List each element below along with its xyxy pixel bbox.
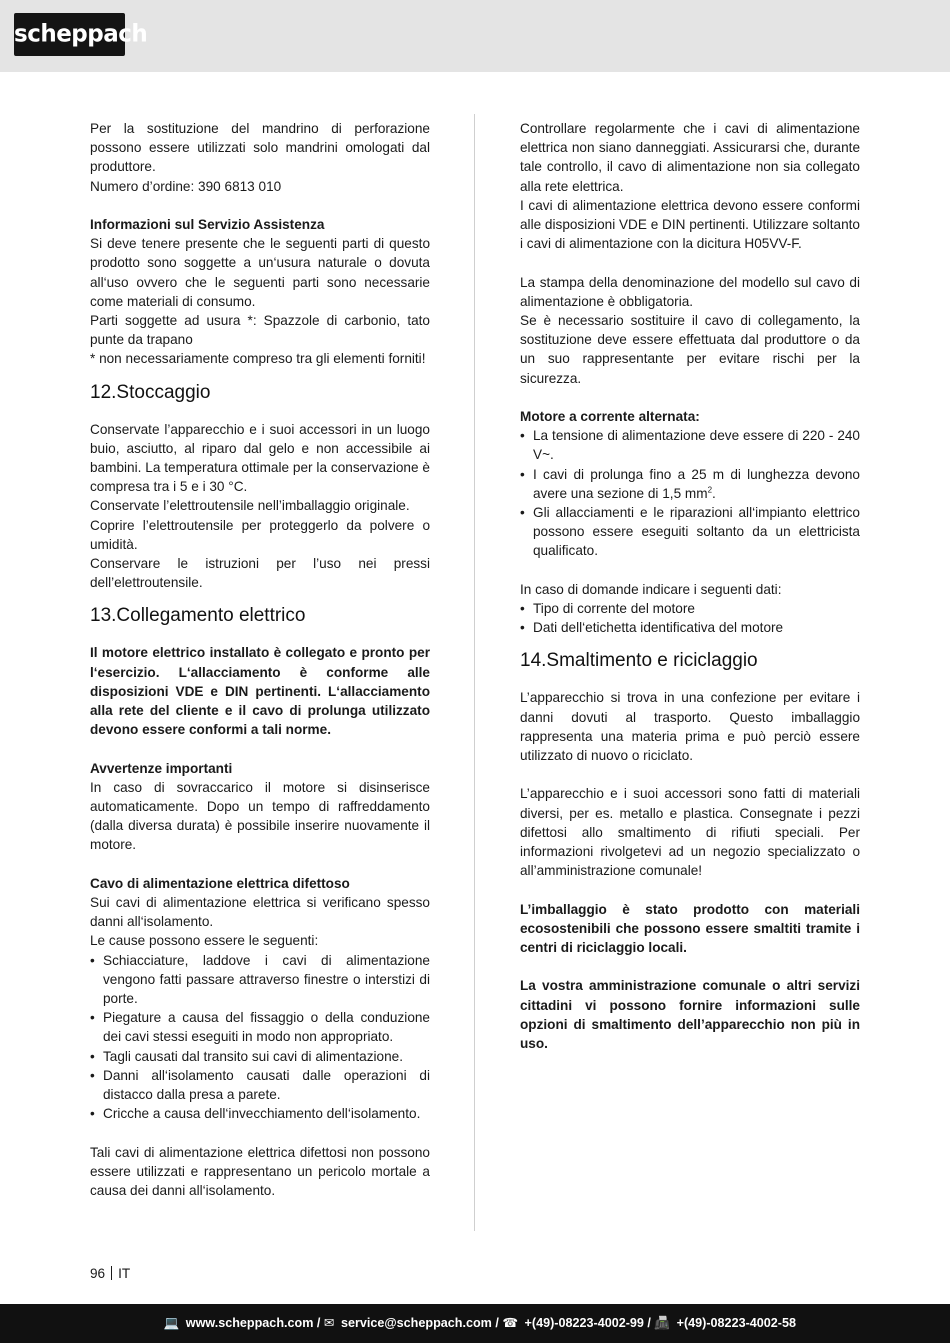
warnings-heading: Avvertenze importanti [90,760,233,776]
questions-list [520,599,860,637]
order-number: Numero d’ordine: 390 6813 010 [90,178,282,194]
footer-email[interactable]: service@scheppach.com / [340,1316,499,1330]
scheppach-logo: scheppach [14,13,125,56]
section-13-heading [90,604,430,628]
header-bar [0,0,950,72]
disposal-bold-1: L’imballaggio è stato prodotto con materiali ecosostenibili che possono essere smaltiti tramite i centri di riciclaggio locali. [520,901,860,956]
section-12-number: 12. [90,381,117,403]
list-item: • Piegature a causa del fissaggio o della conduzione dei cavi stessi eseguiti in modo non appropriato. [90,1010,430,1045]
list-item: • Tagli causati dal transito sui cavi di alimentazione. [90,1048,403,1064]
right-column [520,119,860,1053]
check-paragraph: Controllare regolarmente che i cavi di alimentazione elettrica non siano danneggiati. Assicurarsi che, durante tale controllo, il cavo di alimentazione non sia collegato alla rete elettrica. [520,121,860,194]
disposal-paragraph-1: L’apparecchio si trova in una confezione per evitare i danni dovuti al trasporto. Questo imballaggio rappresenta una materia prima e può perciò essere utilizzato di nuovo o riciclato. [520,690,860,764]
disposal-bold-2: La vostra amministrazione comunale o altri servizi cittadini vi possono fornire informazioni sulle opzioni di smaltimento dell’apparecchio non più in uso. [520,978,860,1052]
storage-manual: Conservare le istruzioni per l’uso nei pressi dell’elettroutensile. [90,556,430,591]
computer-icon: 💻 [163,1316,180,1330]
cable-causes: Le cause possono essere le seguenti: [90,933,319,949]
storage-cover: Coprire l’elettroutensile per proteggerlo da polvere o umidità. [90,517,430,552]
wear-parts-note: * non necessariamente compreso tra gli elementi forniti! [90,351,426,367]
ac-motor-list [520,426,860,560]
cable-closing: Tali cavi di alimentazione elettrica difettosi non possono essere utilizzati e rappresentano un pericolo mortale a causa dei danni all‘isolamento. [90,1144,430,1199]
footer-phone: +(49)-08223-4002-99 / [524,1316,651,1330]
footer-fax: +(49)-08223-4002-58 [676,1316,796,1330]
fax-icon: 📠 [654,1316,671,1330]
storage-paragraph: Conservate l’apparecchio e i suoi accessori in un luogo buio, asciutto, al riparo dal gelo e non accessibile ai bambini. La temperatura ottimale per la conservazione è compresa tra i 5 e i 30 °C. [90,421,430,495]
section-14-heading [520,649,860,673]
section-14-number: 14. [520,650,547,672]
cable-paragraph: Sui cavi di alimentazione elettrica si verificano spesso danni all‘isolamento. [90,895,430,930]
cable-standard-paragraph: I cavi di alimentazione elettrica devono essere conformi alle disposizioni VDE e DIN pertinenti. Utilizzare soltanto i cavi di alimentazione con la dicitura H05VV-F. [520,197,860,252]
section-13-number: 13. [90,605,117,627]
wear-parts: Parti soggette ad usura *: Spazzole di carbonio, tato punte da trapano [90,313,430,348]
column-divider [474,114,475,1231]
section-13-title: Collegamento elettrico [116,605,306,627]
page-number: 96 IT [90,1266,131,1281]
list-item: • Cricche a causa dell‘invecchiamento dell‘isolamento. [90,1106,421,1122]
cable-bullet-list [90,951,430,1124]
ac-motor-heading: Motore a corrente alternata: [520,409,700,425]
left-column [90,119,430,1200]
intro-paragraph: Per la sostituzione del mandrino di perforazione possono essere utilizzati solo mandrini omologati dal produttore. [90,121,430,175]
section-12-title: Stoccaggio [116,381,211,403]
model-print-paragraph: La stampa della denominazione del modello sul cavo di alimentazione è obbligatoria. [520,274,860,309]
section-12-heading [90,381,430,405]
section-14-title: Smaltimento e riciclaggio [546,650,758,672]
replacement-paragraph: Se è necessario sostituire il cavo di collegamento, la sostituzione deve essere effettuata dal produttore o da un suo rappresentante per evitare rischi per la sicurezza. [520,313,860,386]
list-item: • Schiacciature, laddove i cavi di alimentazione vengono fatti passare attraverso finestre o interstizi di porte. [90,952,430,1007]
storage-packaging: Conservate l’elettroutensile nell’imballaggio originale. [90,498,410,514]
warnings-paragraph: In caso di sovraccarico il motore si disinserisce automaticamente. Dopo un tempo di raffreddamento (dalla diversa durata) è possibile inserire nuovamente il motore. [90,779,430,853]
mail-icon: ✉ [323,1316,335,1330]
footer-website[interactable]: www.scheppach.com / [185,1316,321,1330]
service-paragraph: Si deve tenere presente che le seguenti parti di questo prodotto sono soggette a un‘usura naturale o dovuta all‘uso ovvero che le seguenti parti sono necessarie come materiali di consumo. [90,236,430,309]
footer-bar [0,1304,950,1343]
list-item: • Danni all‘isolamento causati dalle operazioni di distacco dalla presa a parete. [90,1067,430,1103]
list-item: • La tensione di alimentazione deve essere di 220 - 240 V~. [520,428,860,463]
phone-icon: ☎ [502,1316,519,1330]
service-heading: Informazioni sul Servizio Assistenza [90,217,325,232]
disposal-paragraph-2: L’apparecchio e i suoi accessori sono fatti di materiali diversi, per es. metallo e plastica. Consegnate i pezzi difettosi allo smaltimento di rifiuti speciali. Per informazioni rivolgetevi ad un negozio specializzato o all’amministrazione comunale! [520,786,860,879]
list-item: • Gli allacciamenti e le riparazioni all‘impianto elettrico possono essere eseguiti soltanto da un elettricista qualificato. [520,505,860,559]
questions-intro: In caso di domande indicare i seguenti dati: [520,581,782,597]
electrical-bold-intro: Il motore elettrico installato è collegato e pronto per l‘esercizio. L‘allacciamento è conforme alle disposizioni VDE e DIN pertinenti. L‘allacciamento alla rete del cliente e il cavo di prolunga utilizzato devono essere conformi a tali norme. [90,645,430,738]
list-item: • I cavi di prolunga fino a 25 m di lunghezza devono avere una sezione di 1,5 $mm^2$. [520,466,860,501]
cable-heading: Cavo di alimentazione elettrica difettoso [90,875,350,891]
list-item: • Tipo di corrente del motore [520,601,695,617]
list-item: • Dati dell‘etichetta identificativa del motore [520,620,784,636]
